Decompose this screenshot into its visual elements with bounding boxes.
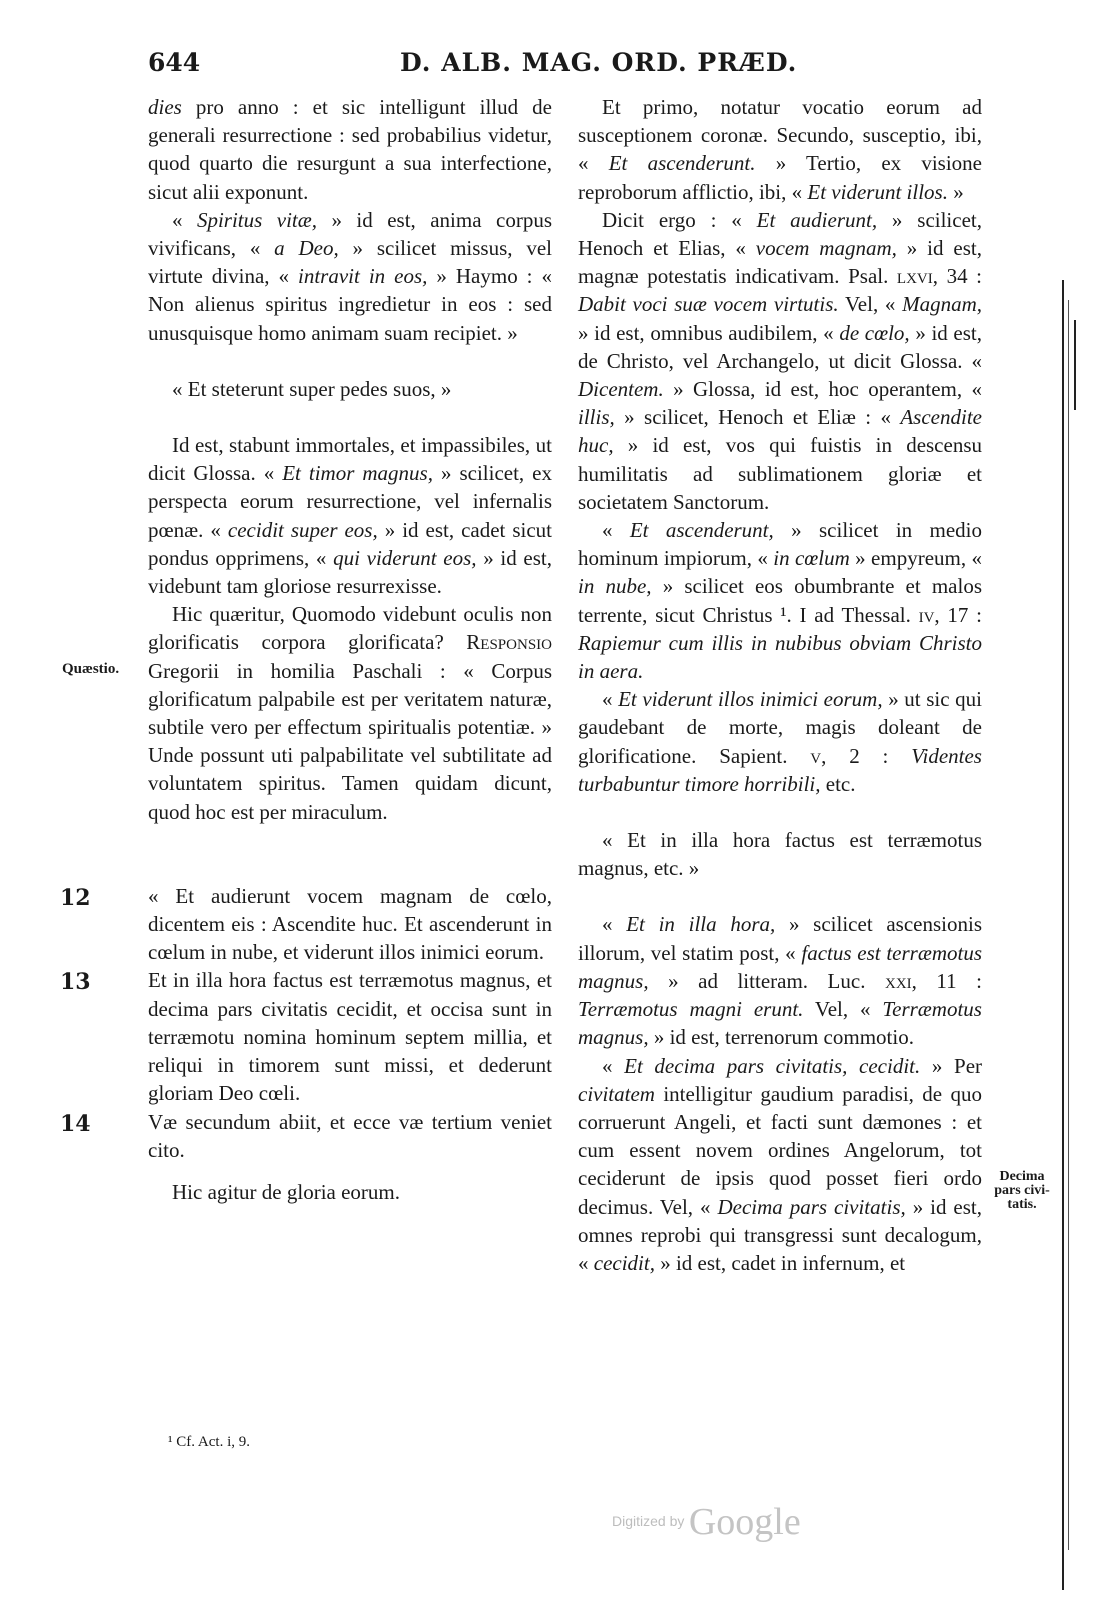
- page-edge-line: [1074, 320, 1076, 410]
- paragraph: dies pro anno : et sic intelligunt illud de generali resurrectione : sed probabilius videtur, quod quarto die resurgunt a sua interfectione, sicut alii exponunt.: [148, 95, 552, 204]
- margin-note-decima: Decima pars civi- tatis.: [994, 1169, 1050, 1212]
- footnote: ¹ Cf. Act. i, 9.: [168, 1434, 250, 1450]
- verse-13: [60, 966, 552, 1107]
- lemma-heading: « Et steterunt super pedes suos, »: [172, 376, 452, 401]
- digitized-watermark: [612, 1500, 801, 1544]
- verse-text: Et in illa hora factus est terræmotus magnus, et decima pars civitatis cecidit, et occisa sunt in terræmotu nomina hominum septem millia, et reliqui in timorem sunt missi, et dederunt gloriam Deo cœli.: [148, 968, 552, 1106]
- paragraph: Hic quæritur, Quomodo videbunt oculis non glorificatis corpora glorificata? Responsio Gregorii in homilia Paschali : « Corpus glorificatum palpabile est per veritatem naturæ, subtile vero per effectum spiritualis potentiæ. » Unde possunt uti palpabilitate vel subtilitate ad voluntatem spiritus. Tamen quidam dicunt, quod hoc est per miraculum.: [148, 602, 552, 824]
- google-logo: Google: [688, 1501, 801, 1543]
- running-title: D. ALB. MAG. ORD. PRÆD.: [400, 48, 798, 77]
- paragraph: Id est, stabunt immortales, et impassibiles, ut dicit Glossa. « Et timor magnus, » scilicet, ex perspecta eorum resurrectione, vel infernalis pœnæ. « cecidit super eos, » id est, cadet sicut pondus opprimens, « qui viderunt eos, » id est, videbunt tam gloriose resurrexisse.: [148, 433, 553, 599]
- paragraph: « Et ascenderunt, » scilicet in medio hominum impiorum, « in cœlum » empyreum, « in nube, » scilicet eos obumbrante et malos terrente, sicut Christus ¹. I ad Thessal. iv, 17 : Rapiemur cum illis in nubibus obviam Christo in aera.: [578, 518, 983, 684]
- verse-text: « Et audierunt vocem magnam de cœlo, dicentem eis : Ascendite huc. Et ascenderunt in cœlum in nube, et viderunt illos inimici eorum.: [148, 883, 552, 965]
- verse-number: 13: [60, 969, 91, 996]
- watermark-prefix: Digitized by: [612, 1513, 685, 1529]
- paragraph: « Et viderunt illos inimici eorum, » ut sic qui gaudebant de morte, magis doleant de glorificatione. Sapient. v, 2 : Videntes turbabuntur timore horribili, etc.: [578, 687, 983, 796]
- verse-number: 14: [60, 1110, 91, 1137]
- verse-12: [60, 882, 552, 967]
- paragraph: « Spiritus vitæ, » id est, anima corpus vivificans, « a Deo, » scilicet missus, vel virtute divina, « intravit in eos, » Haymo : « Non alienus spiritus ingredietur in eos : sed unusquisque homo animam suam recipiet. »: [148, 207, 552, 345]
- paragraph: « Et decima pars civitatis, cecidit. » Per civitatem intelligitur gaudium paradisi, de quo corruerunt Angeli, et facti sunt dæmones : et cum essent novem ordines Angelorum, tot ceciderunt de ipsis quod posset fieri ordo decimus. Vel, « Decima pars civitatis, » id est, omnes reprobi qui transgressi sunt decalogum, « cecidit, » id est, cadet in infernum, et: [578, 1053, 983, 1275]
- verse-number: 12: [60, 884, 91, 911]
- verse-14: [60, 1108, 552, 1164]
- paragraph: « Et in illa hora, » scilicet ascensionis illorum, vel statim post, « factus est terræmotus magnus, » ad litteram. Luc. xxi, 11 : Terræmotus magni erunt. Vel, « Terræmotus magnus, » id est, terrenorum commotio.: [578, 912, 983, 1050]
- page-header: [0, 48, 1104, 88]
- lemma-heading: « Et in illa hora factus est terræmotus magnus, etc. »: [578, 828, 982, 881]
- page-edge-line: [1062, 280, 1064, 1590]
- page-edge-line: [1068, 300, 1069, 1550]
- right-column: [578, 93, 982, 1277]
- paragraph: Et primo, notatur vocatio eorum ad susceptionem coronæ. Secundo, susceptio, ibi, « Et ascenderunt. » Tertio, ex visione reproborum afflictio, ibi, « Et viderunt illos. »: [578, 95, 983, 204]
- closing-line: Hic agitur de gloria eorum.: [172, 1179, 401, 1204]
- margin-note-quaestio: Quæstio.: [62, 661, 120, 677]
- paragraph: Dicit ergo : « Et audierunt, » scilicet, Henoch et Elias, « vocem magnam, » id est, magnæ potestatis indicativam. Psal. lxvi, 34 : Dabit voci suæ vocem virtutis. Vel, « Magnam, » id est, omnibus audibilem, « de cœlo, » id est, de Christo, vel Archangelo, ut dicit Glossa. « Dicentem. » Glossa, id est, hoc operantem, « illis, » scilicet, Henoch et Eliæ : « Ascendite huc, » id est, vos qui fuistis in descensu humilitatis ad sublimationem gloriæ et societatem Sanctorum.: [578, 207, 983, 514]
- verse-text: Væ secundum abiit, et ecce væ tertium veniet cito.: [148, 1109, 552, 1162]
- page-number: 644: [148, 48, 201, 77]
